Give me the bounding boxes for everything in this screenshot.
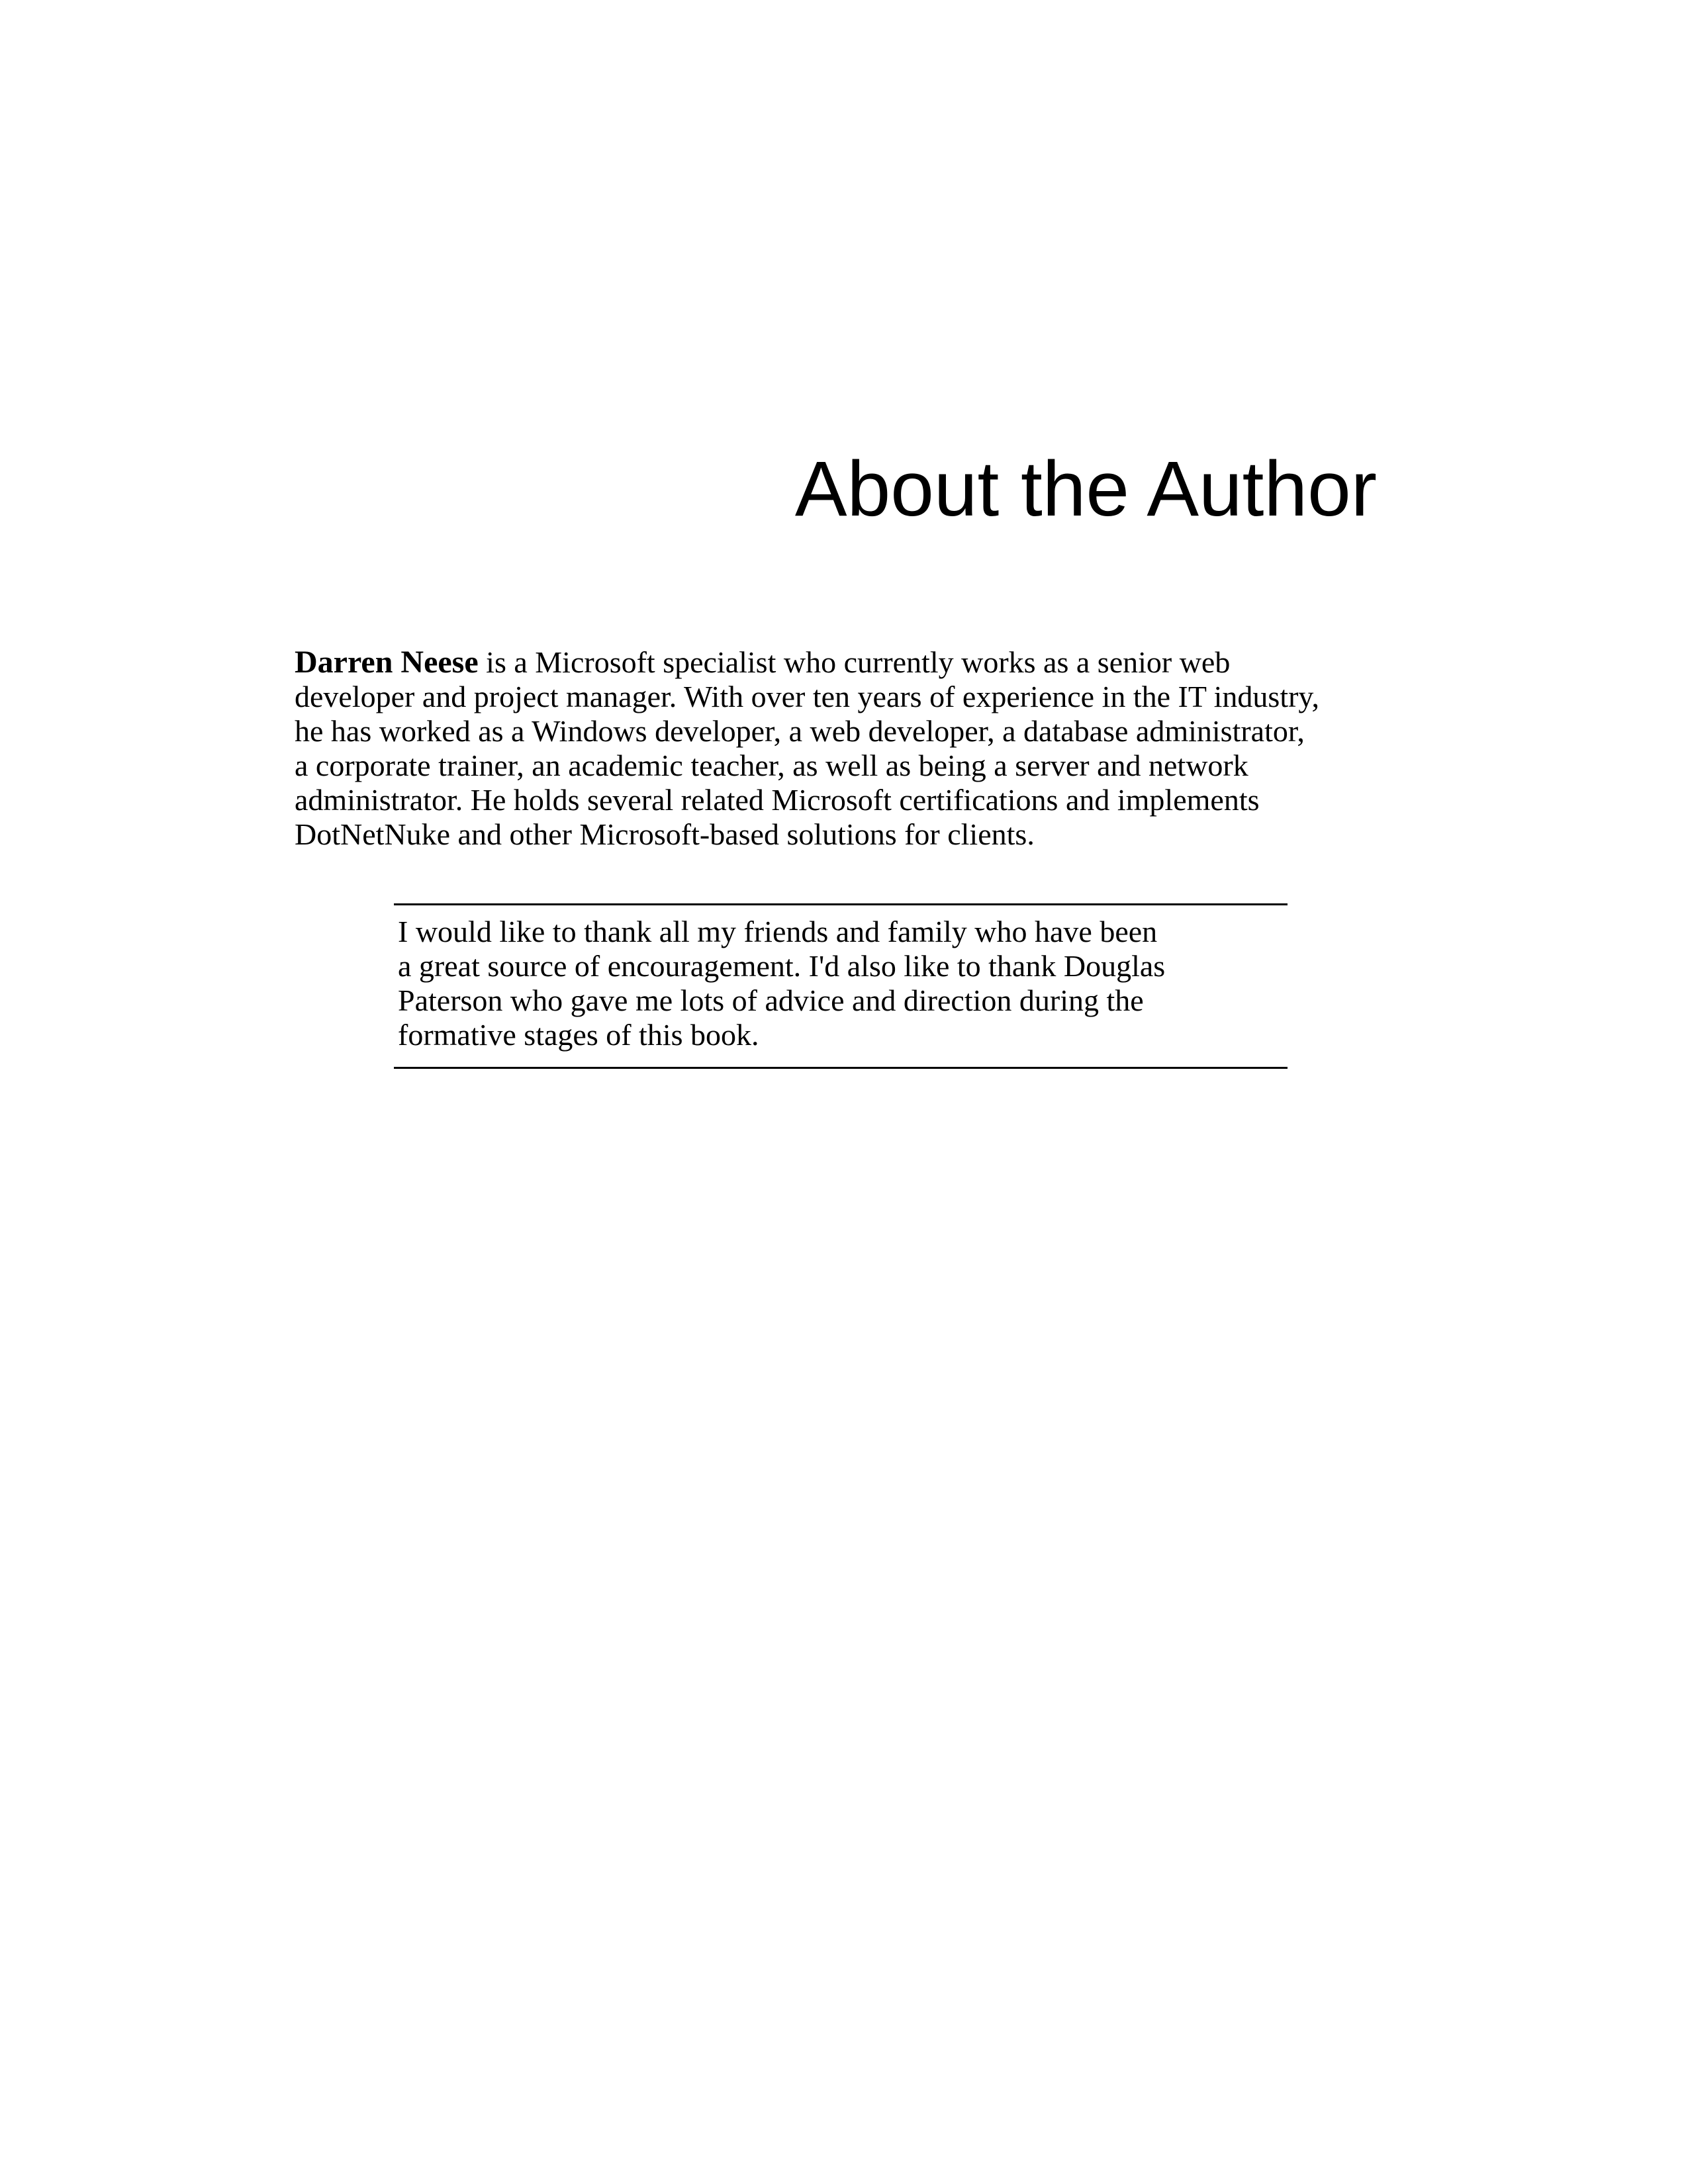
acknowledgement-line: a great source of encouragement. I'd also like to thank Douglas	[398, 949, 1166, 983]
bio-line: DotNetNuke and other Microsoft-based solutions for clients.	[295, 817, 1035, 851]
acknowledgement-line: Paterson who gave me lots of advice and direction during the	[398, 983, 1144, 1017]
bio-line-rest: is a Microsoft specialist who currently works as a senior web	[478, 645, 1231, 679]
acknowledgement-line: I would like to thank all my friends and family who have been	[398, 915, 1158, 948]
acknowledgement-line: formative stages of this book.	[398, 1018, 759, 1052]
bio-line: he has worked as a Windows developer, a web developer, a database administrator,	[295, 714, 1305, 748]
page-title: About the Author	[794, 445, 1377, 533]
author-name: Darren Neese	[295, 645, 479, 680]
acknowledgement-box	[394, 903, 1288, 1069]
bio-line: a corporate trainer, an academic teacher, as well as being a server and network	[295, 749, 1248, 782]
author-bio	[295, 645, 1393, 852]
bio-line: administrator. He holds several related Microsoft certifications and implements	[295, 783, 1260, 817]
acknowledgement-text	[398, 915, 1165, 1052]
bio-line: developer and project manager. With over ten years of experience in the IT industry,	[295, 680, 1319, 713]
bio-line	[295, 645, 1393, 680]
